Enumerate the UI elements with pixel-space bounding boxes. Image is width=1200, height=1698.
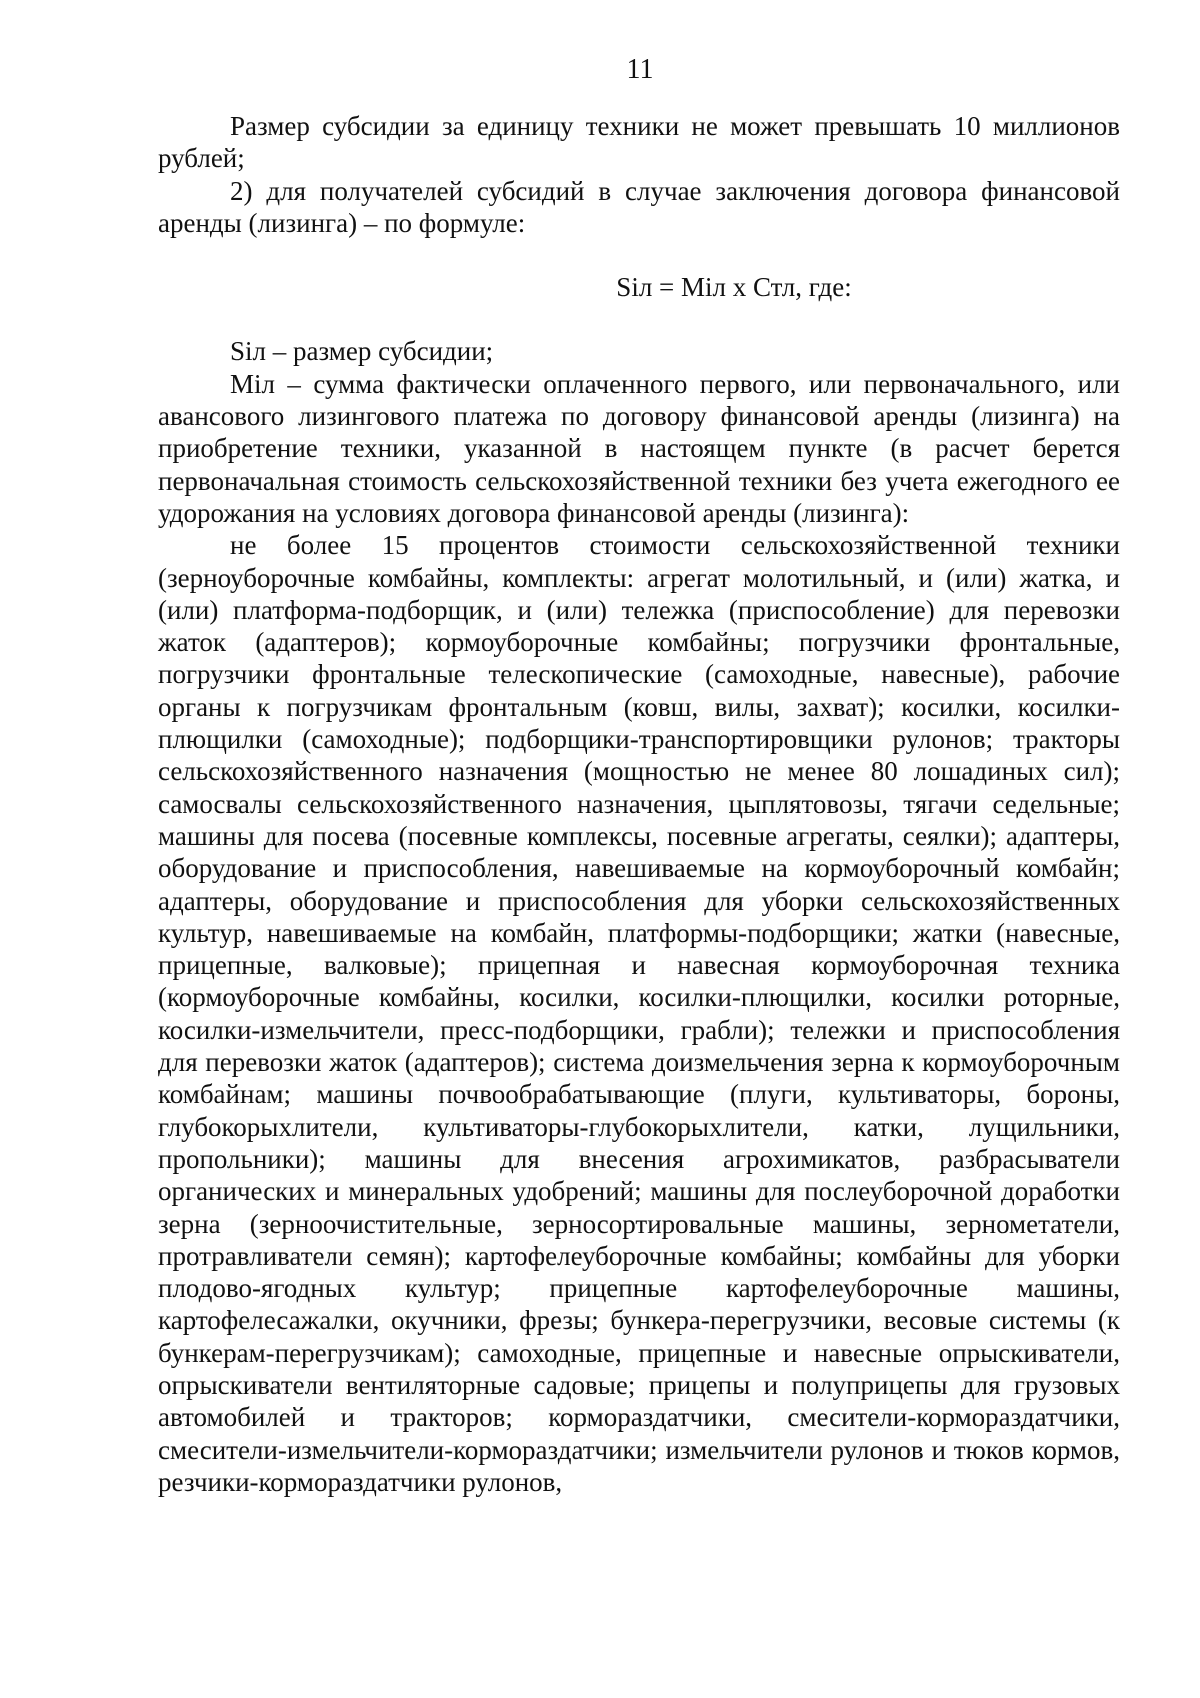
paragraph-subsidy-limit: Размер субсидии за единицу техники не может превышать 10 миллионов рублей; [158,111,1120,174]
paragraph-equipment-list: не более 15 процентов стоимости сельскохозяйственной техники (зерноуборочные комбайны, комплекты: агрегат молотильный, и (или) жатка, и (или) платформа-подборщик, и (или) тележка (приспособление) для перевозки жаток (адаптеров); кормоуборочные комбайны; погрузчики фронтальные, погрузчики фронтальные телескопические (самоходные, навесные), рабочие органы к погрузчикам фронтальным (ковш, вилы, захват); косилки, косилки-плющилки (самоходные); подборщики-транспортировщики рулонов; тракторы сельскохозяйственного назначения (мощностью не менее 80 лошадиных сил); самосвалы сельскохозяйственного назначения, цыплятовозы, тягачи седельные; машины для посева (посевные комплексы, посевные агрегаты, сеялки); адаптеры, оборудование и приспособления, навешиваемые на кормоуборочный комбайн; адаптеры, оборудование и приспособления для уборки сельскохозяйственных культур, навешиваемые на комбайн, платформы-подборщики; жатки (навесные, прицепные, валковые); прицепная и навесная кормоуборочная техника (кормоуборочные комбайны, косилки, косилки-плющилки, косилки роторные, косилки-измельчители, пресс-подборщики, грабли); тележки и приспособления для перевозки жаток (адаптеров); система доизмельчения зерна к кормоуборочным комбайнам; машины почвообрабатывающие (плуги, культиваторы, бороны, глубокорыхлители, культиваторы-глубокорыхлители, катки, лущильники, пропольники); машины для внесения агрохимикатов, разбрасыватели органических и минеральных удобрений; машины для послеуборочной доработки зерна (зерноочистительные, зерносортировальные машины, зернометатели, протравливатели семян); картофелеуборочные комбайны; комбайны для уборки плодово-ягодных культур; прицепные картофелеуборочные машины, картофелесажалки, окучники, фрезы; бункера-перегрузчики, весовые системы (к бункерам-перегрузчикам); самоходные, прицепные и навесные опрыскиватели, опрыскиватели вентиляторные садовые; прицепы и полуприцепы для грузовых автомобилей и тракторов; кормораздатчики, смесители-кормораздатчики, смесители-измельчители-кормораздатчики; измельчители рулонов и тюков кормов, резчики-кормораздатчики рулонов, [158,530,1120,1497]
page-number: 11 [626,54,654,85]
paragraph-mil-definition: Мiл – сумма фактически оплаченного первого, или первоначального, или авансового лизингового платежа по договору финансовой аренды (лизинга) на приобретение техники, указанной в настоящем пункте (в расчет берется первоначальная стоимость сельскохозяйственной техники без учета ежегодного ее удорожания на условиях договора финансовой аренды (лизинга): [158,368,1120,528]
formula: Sіл = Мiл х Стл, где: [616,272,852,303]
paragraph-leasing-intro: 2) для получателей субсидий в случае заключения договора финансовой аренды (лизинга) – по формуле: [158,175,1120,238]
paragraph-sil-definition: Sіл – размер субсидии; [230,336,494,367]
document-body [158,110,1120,1498]
